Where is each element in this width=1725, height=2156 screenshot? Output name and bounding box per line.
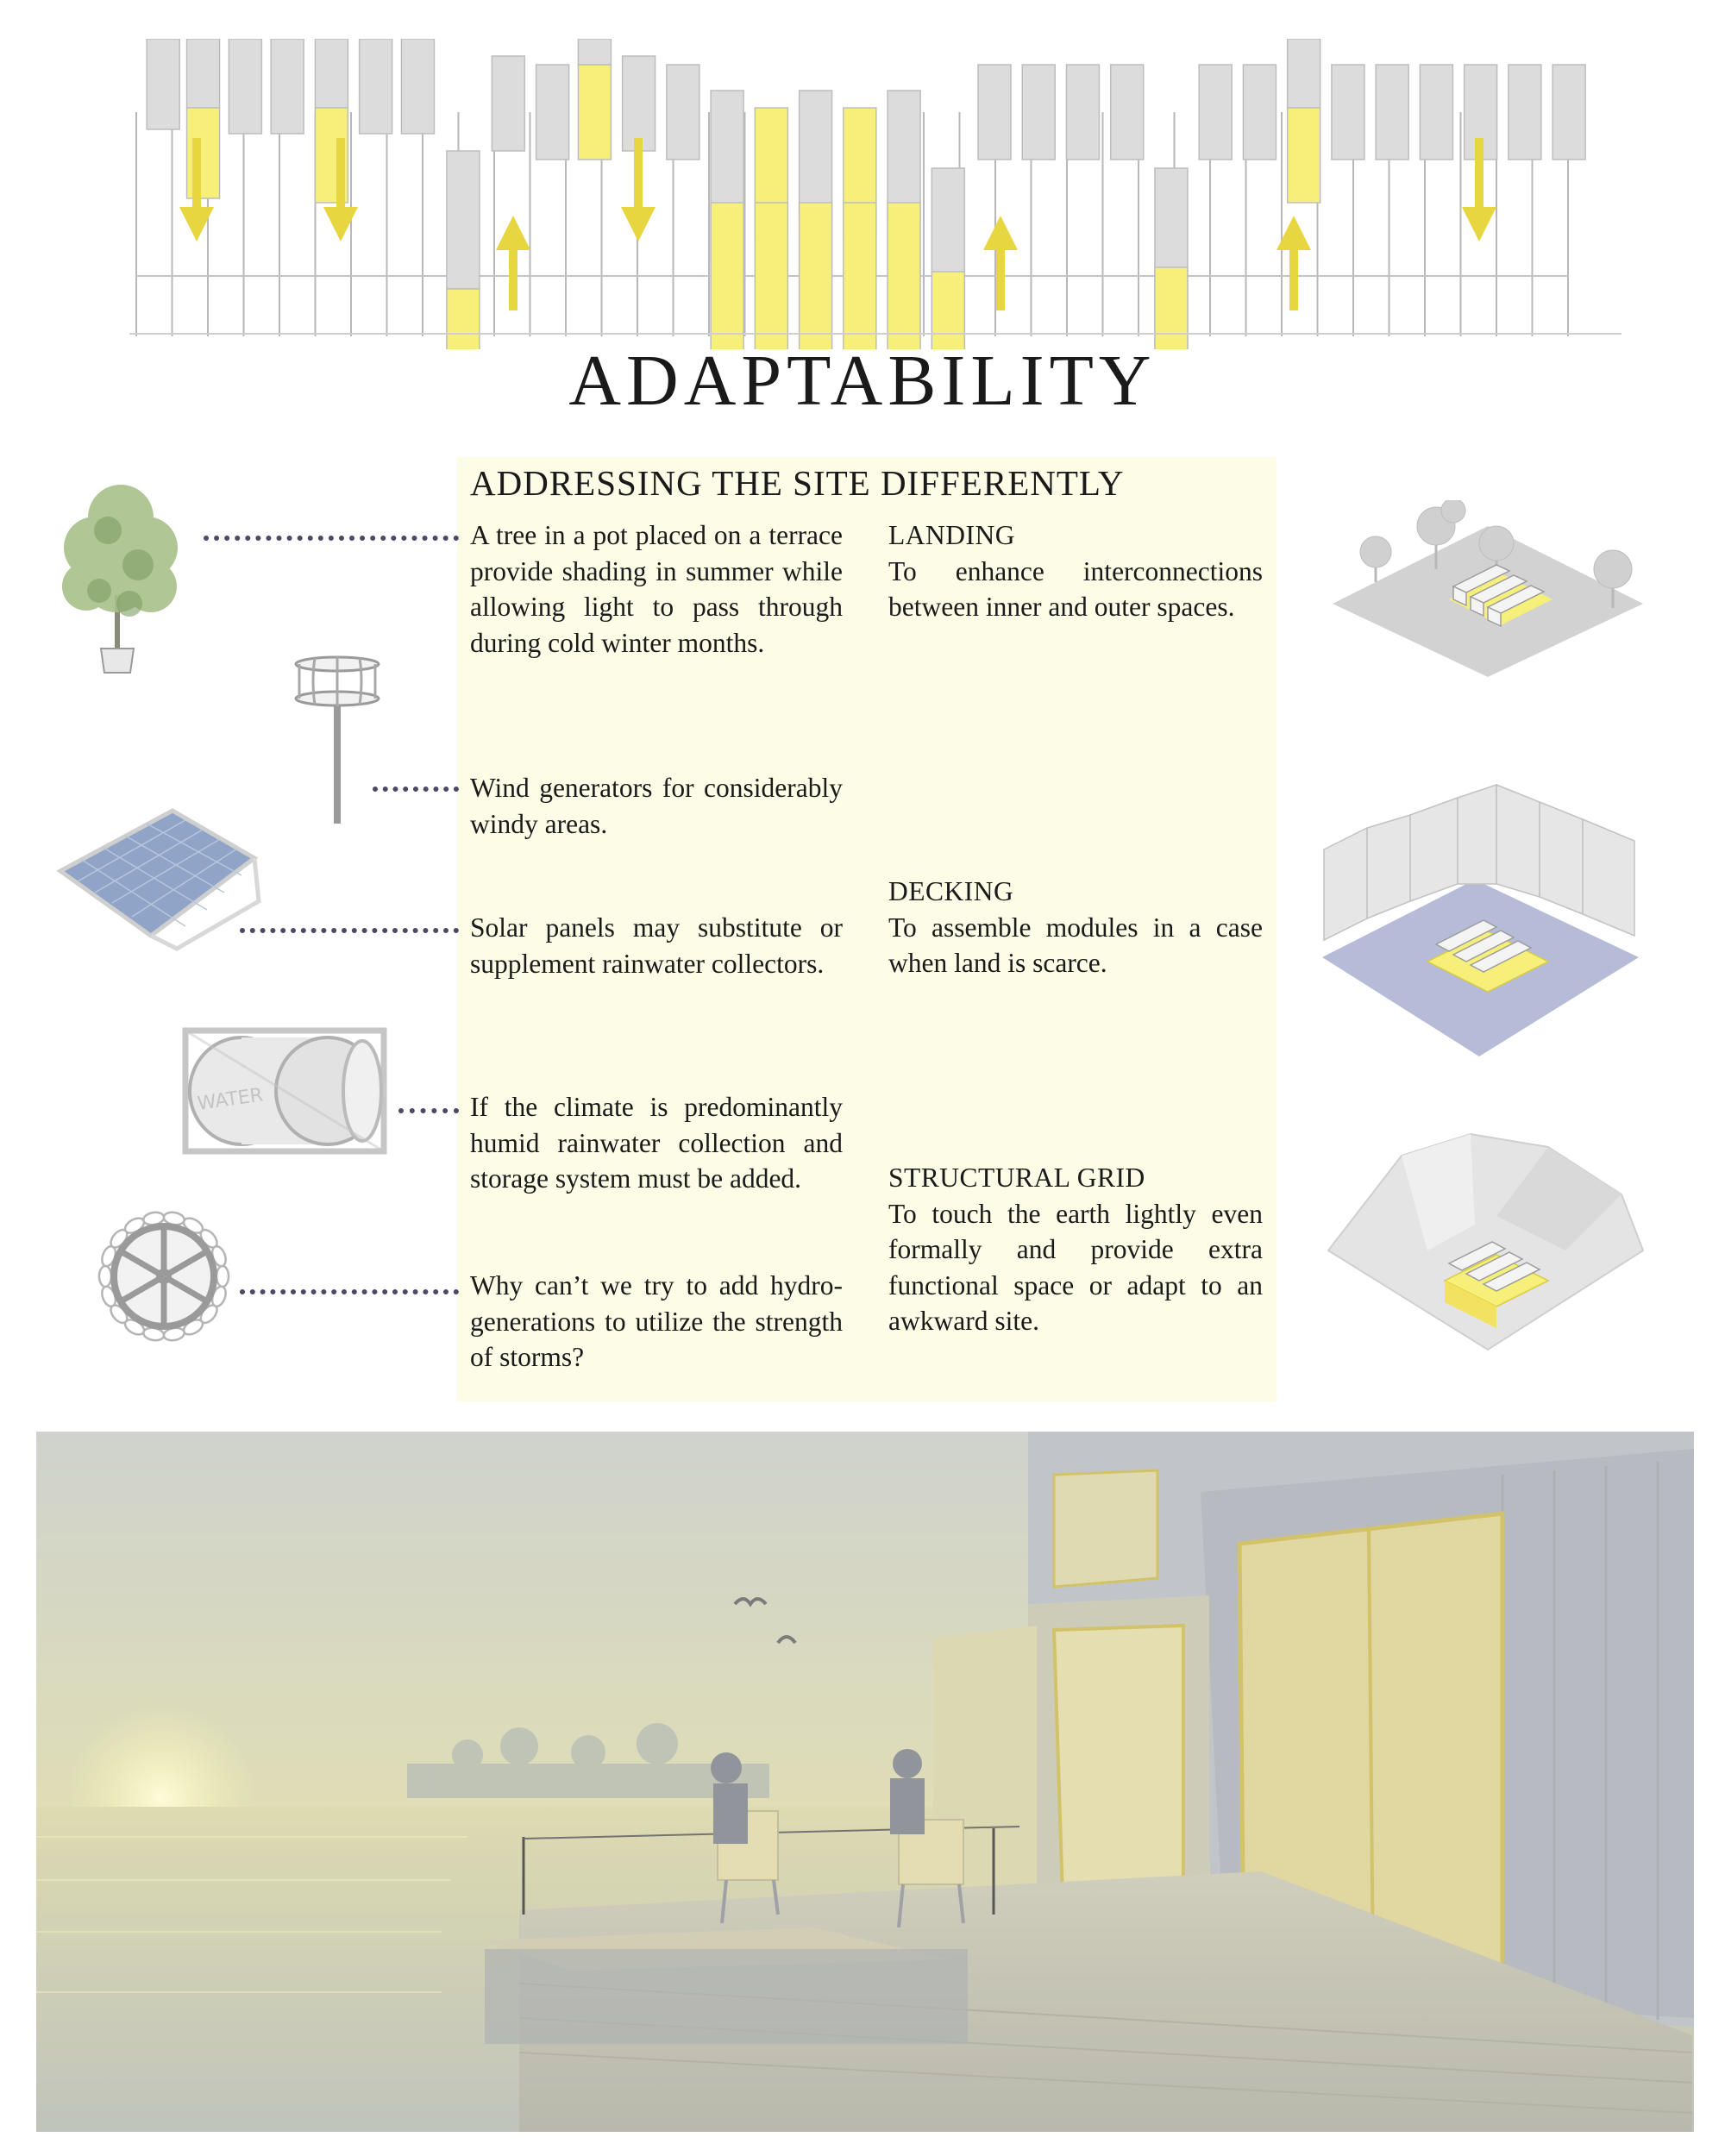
landing-description: To enhance interconnections between inner and outer spaces. [888,555,1263,622]
module-block [536,65,569,160]
page-title: ADAPTABILITY [568,341,1157,421]
landing-block [888,517,1263,625]
module-block [1022,65,1055,160]
module-block [1332,65,1364,160]
module-elevation-diagram [129,39,1622,349]
module-blocks [147,39,1585,349]
structural-grid-axonometric-icon [1324,1121,1647,1354]
module-block [1111,65,1144,160]
module-block [888,91,920,220]
module-block [1066,65,1099,160]
waterfront-rendering-image [36,1432,1694,2132]
module-block [1288,108,1320,203]
module-block [1376,65,1408,160]
structural-grid-block [888,1160,1263,1339]
module-block [360,39,392,134]
module-block [229,39,261,134]
module-block [1288,39,1320,108]
module-block [711,203,743,349]
water-wheel-icon [95,1194,233,1354]
module-block [978,65,1011,160]
leader-solar [240,928,459,933]
module-block [187,39,220,108]
module-block [1155,267,1188,349]
wheel-paddle [99,1266,111,1287]
module-block [147,39,179,129]
wind-description: Wind generators for considerably windy areas. [470,773,843,839]
module-block [667,65,699,160]
decking-axonometric-icon [1315,780,1647,1065]
module-block [447,289,480,349]
module-block [401,39,434,134]
module-block [492,56,524,151]
decking-description: To assemble modules in a case when land is scarce. [888,912,1263,978]
leader-tank [398,1108,459,1113]
potted-tree-icon [47,466,203,681]
wheel-paddle [216,1266,229,1287]
structural-grid-description: To touch the earth lightly even formally and provide extra functional space or adapt to an awkward site. [888,1198,1263,1336]
hydro-description: Why can’t we try to add hydro-generations to utilize the strength of storms? [470,1270,843,1372]
module-block [800,203,832,349]
module-block [315,39,348,108]
rainwater-description: If the climate is predominantly humid rainwater collection and storage system must be added. [470,1092,843,1194]
solar-description: Solar panels may substitute or supplement rainwater collectors. [470,912,843,979]
wind-turbine-icon [289,625,388,824]
decking-block [888,874,1263,981]
module-block [447,151,480,289]
tank-label: WATER [196,1084,265,1115]
module-block [1509,65,1541,160]
module-block [888,203,920,349]
module-block [187,108,220,198]
module-block [578,39,611,65]
water-tank-icon [172,1013,397,1169]
panel-heading: ADDRESSING THE SITE DIFFERENTLY [470,463,1125,503]
module-block [1243,65,1276,160]
landing-heading: LANDING [888,520,1015,550]
module-block [755,203,787,349]
leader-wheel [240,1289,459,1294]
module-block [623,56,656,151]
module-block [1199,65,1232,160]
decking-heading: DECKING [888,876,1014,906]
solar-panel-icon [56,806,272,957]
module-block [271,39,304,134]
module-block [1552,65,1585,160]
module-block [578,65,611,160]
module-block [800,91,832,220]
module-block [844,203,876,349]
leader-tree [204,536,459,541]
module-block [932,272,964,349]
landing-axonometric-icon [1324,500,1652,681]
module-block [1420,65,1452,160]
tree-description: A tree in a pot placed on a terrace provide shading in summer while allowing light to pass through during cold winter months. [470,520,843,658]
structural-grid-heading: STRUCTURAL GRID [888,1163,1145,1193]
